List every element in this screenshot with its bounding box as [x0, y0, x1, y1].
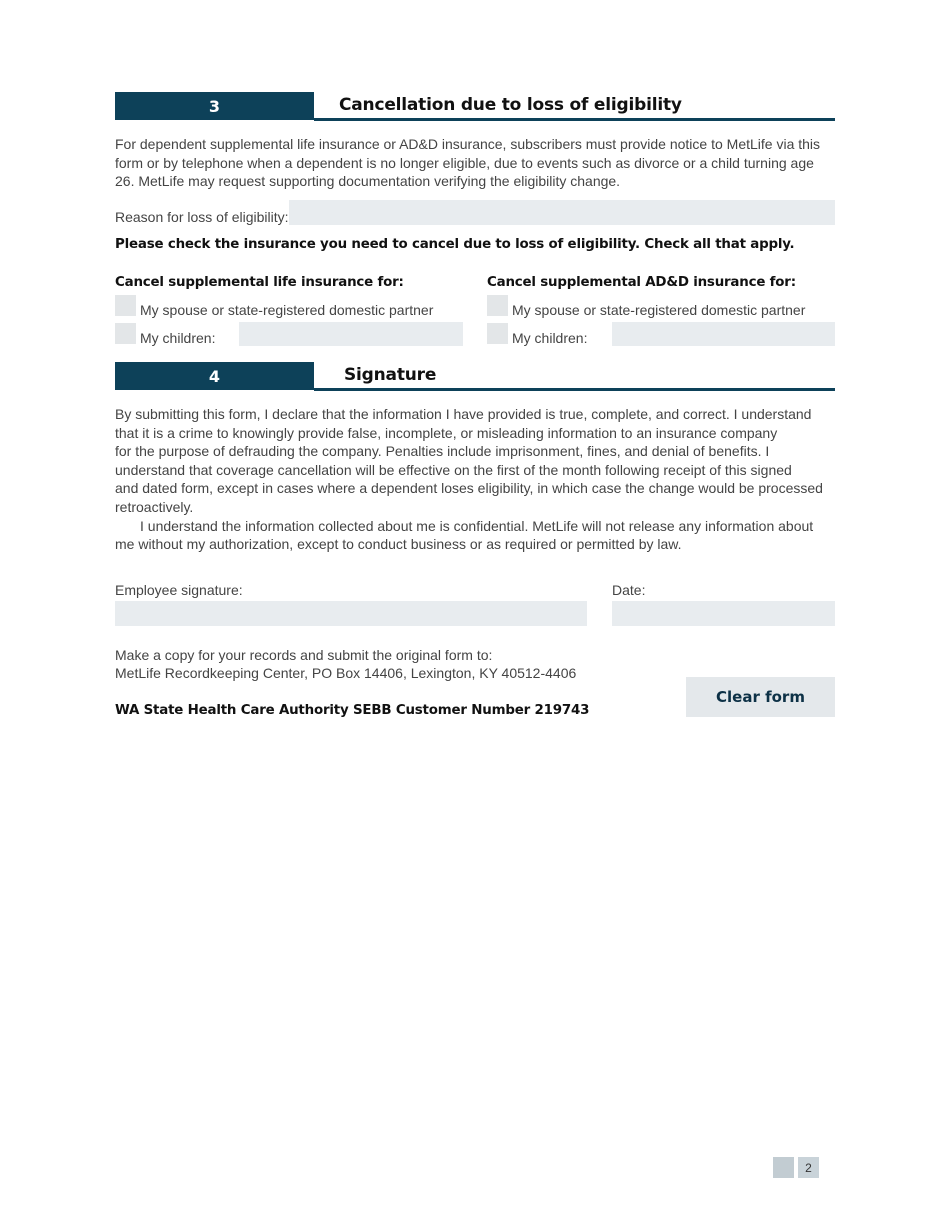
add-heading: Cancel supplemental AD&D insurance for:: [487, 275, 796, 290]
submit-address: MetLife Recordkeeping Center, PO Box 14406, Lexington, KY 40512-4406: [115, 665, 577, 681]
life-spouse-checkbox[interactable]: [115, 295, 136, 316]
section-4-number: 4: [115, 362, 314, 390]
section-4-title: Signature: [344, 365, 437, 385]
cancel-instruction: Please check the insurance you need to cancel due to loss of eligibility. Check all that apply.: [115, 237, 795, 252]
add-children-checkbox[interactable]: [487, 323, 508, 344]
section-4-rule: [314, 388, 835, 391]
life-children-input[interactable]: [239, 322, 463, 346]
signature-input[interactable]: [115, 601, 587, 626]
date-label: Date:: [612, 582, 646, 598]
reason-label: Reason for loss of eligibility:: [115, 209, 289, 225]
life-spouse-label: My spouse or state-registered domestic partner: [140, 302, 434, 318]
add-spouse-checkbox[interactable]: [487, 295, 508, 316]
clear-form-button[interactable]: Clear form: [686, 677, 835, 717]
life-children-label: My children:: [140, 330, 216, 346]
reason-input[interactable]: [289, 200, 835, 225]
customer-number: WA State Health Care Authority SEBB Customer Number 219743: [115, 703, 590, 718]
section-3-rule: [314, 118, 835, 121]
signature-label: Employee signature:: [115, 582, 243, 598]
add-children-label: My children:: [512, 330, 588, 346]
submit-instructions: Make a copy for your records and submit the original form to:: [115, 647, 493, 663]
page-marker-icon: [773, 1157, 794, 1178]
life-children-checkbox[interactable]: [115, 323, 136, 344]
date-input[interactable]: [612, 601, 835, 626]
section-3-number: 3: [115, 92, 314, 120]
signature-declaration: By submitting this form, I declare that the information I have provided is true, complete, and correct. I understand that it is a crime to knowingly provide false, incomplete, or misleading information to an insurance company for the purpose of defrauding the company. Penalties include imprisonment, fines, and denial of benefits. I understand that coverage cancellation will be effective on the first of the month following receipt of this signed and dated form, except in cases where a dependent loses eligibility, in which case the change would be processed retroactively. I understand the information collected about me is confidential. MetLife will not release any information about me without my authorization, except to conduct business or as required or permitted by law.: [115, 406, 823, 553]
add-children-input[interactable]: [612, 322, 835, 346]
page-number: 2: [798, 1157, 819, 1178]
section-3-title: Cancellation due to loss of eligibility: [339, 95, 682, 115]
add-spouse-label: My spouse or state-registered domestic partner: [512, 302, 806, 318]
section-3-intro: For dependent supplemental life insurance or AD&D insurance, subscribers must provide notice to MetLife via this form or by telephone when a dependent is no longer eligible, due to events such as divorce or a child turning age 26. MetLife may request supporting documentation verifying the eligibility change.: [115, 136, 821, 190]
life-heading: Cancel supplemental life insurance for:: [115, 275, 404, 290]
